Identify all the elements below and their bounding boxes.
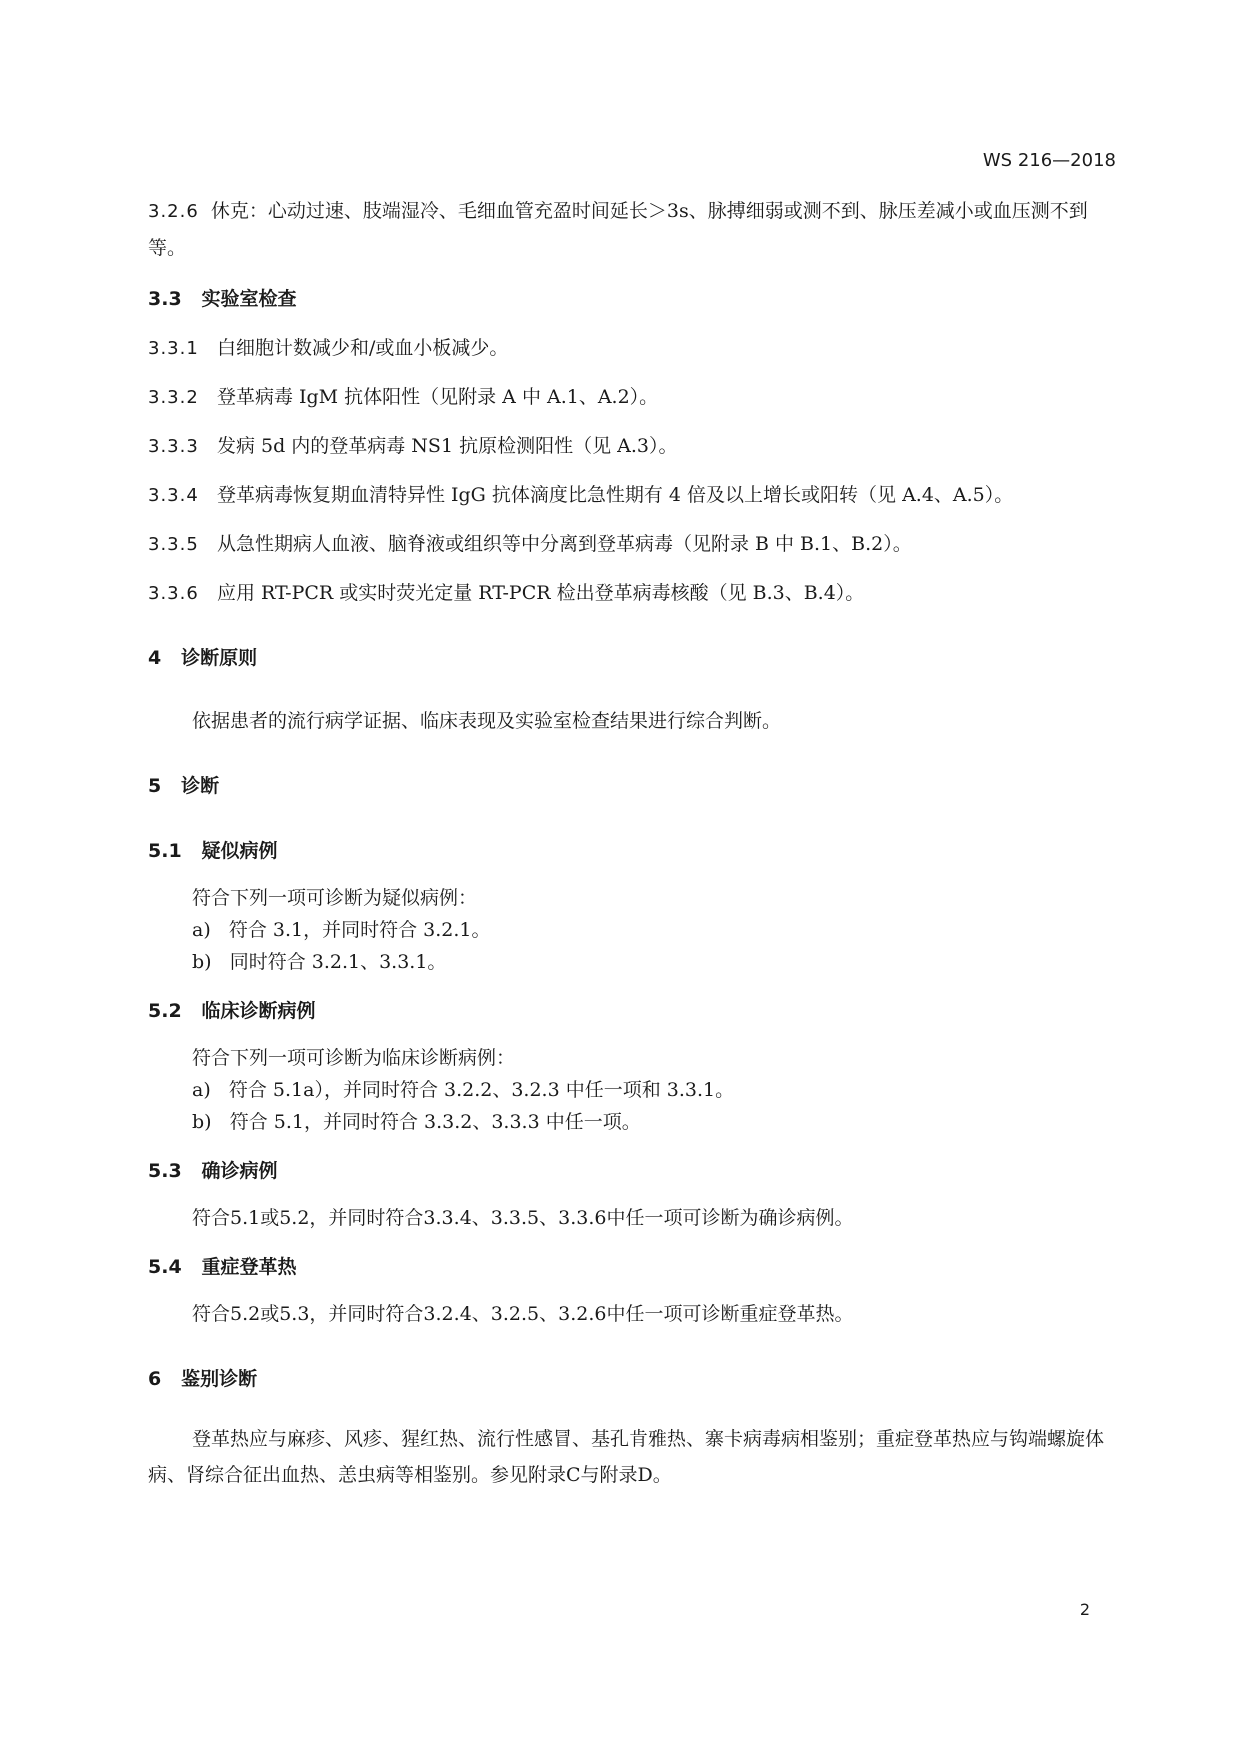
clause-number: 3.3.5 [148, 534, 199, 555]
clause-3-3-5 [148, 529, 912, 556]
list-text: 同时符合 3.2.1、3.3.1。 [229, 951, 447, 973]
clause-text: 休克：心动过速、肢端湿冷、毛细血管充盈时间延长＞3s、脉搏细弱或测不到、脉压差减小或血压测不到等。 [148, 200, 1088, 259]
list-item [192, 947, 446, 974]
clause-text: 白细胞计数减少和/或血小板减少。 [216, 337, 509, 359]
section-number: 5.2 [148, 1000, 182, 1022]
section-4-text: 依据患者的流行病学证据、临床表现及实验室检查结果进行综合判断。 [192, 710, 782, 732]
clause-3-3-2 [148, 382, 658, 409]
clause-text: 发病 5d 内的登革病毒 NS1 抗原检测阳性（见 A.3）。 [216, 435, 678, 457]
section-title: 实验室检查 [201, 288, 297, 310]
clause-3-3-3 [148, 431, 677, 458]
list-text: 符合 3.1，并同时符合 3.2.1。 [228, 919, 491, 941]
clause-text: 登革病毒恢复期血清特异性 IgG 抗体滴度比急性期有 4 倍及以上增长或阳转（见 A.4、A.5）。 [216, 484, 1014, 506]
clause-number: 3.3.2 [148, 387, 199, 408]
list-label: a) [192, 919, 211, 941]
section-number: 5.3 [148, 1160, 182, 1182]
list-label: b) [192, 951, 212, 973]
clause-number: 3.2.6 [148, 201, 199, 222]
section-5-1-intro: 符合下列一项可诊断为疑似病例： [192, 887, 478, 909]
section-number: 5.1 [148, 840, 182, 862]
clause-3-2-6 [148, 193, 1118, 266]
section-title: 鉴别诊断 [181, 1368, 258, 1390]
section-6-heading [148, 1364, 257, 1391]
section-title: 诊断 [181, 775, 220, 797]
section-5-3-text: 符合5.1或5.2，并同时符合3.3.4、3.3.5、3.3.6中任一项可诊断为确诊病例。 [192, 1207, 854, 1229]
list-label: b) [192, 1111, 212, 1133]
clause-text: 应用 RT-PCR 或实时荧光定量 RT-PCR 检出登革病毒核酸（见 B.3、B.4）。 [216, 582, 865, 604]
list-text: 符合 5.1，并同时符合 3.3.2、3.3.3 中任一项。 [229, 1111, 641, 1133]
section-number: 3.3 [148, 288, 182, 310]
clause-3-3-1 [148, 333, 508, 360]
section-5-4-heading [148, 1252, 297, 1279]
section-4-heading [148, 643, 257, 670]
section-number: 5 [148, 775, 162, 797]
section-title: 疑似病例 [201, 840, 278, 862]
list-item [192, 915, 491, 942]
section-number: 5.4 [148, 1256, 182, 1278]
section-number: 4 [148, 647, 162, 669]
clause-text: 登革病毒 IgM 抗体阳性（见附录 A 中 A.1、A.2）。 [216, 386, 659, 408]
clause-3-3-6 [148, 578, 864, 605]
list-item [192, 1107, 641, 1134]
section-number: 6 [148, 1368, 162, 1390]
clause-number: 3.3.1 [148, 338, 199, 359]
section-title: 确诊病例 [201, 1160, 278, 1182]
list-item [192, 1075, 734, 1102]
section-3-3-heading [148, 284, 297, 311]
clause-number: 3.3.6 [148, 583, 199, 604]
clause-3-3-4 [148, 480, 1013, 507]
list-text: 符合 5.1a），并同时符合 3.2.2、3.2.3 中任一项和 3.3.1。 [228, 1079, 735, 1101]
section-5-1-heading [148, 836, 278, 863]
section-5-4-text: 符合5.2或5.3，并同时符合3.2.4、3.2.5、3.2.6中任一项可诊断重症登革热。 [192, 1303, 854, 1325]
list-label: a) [192, 1079, 211, 1101]
section-5-2-heading [148, 996, 316, 1023]
section-title: 重症登革热 [201, 1256, 297, 1278]
clause-text: 从急性期病人血液、脑脊液或组织等中分离到登革病毒（见附录 B 中 B.1、B.2）。 [216, 533, 912, 555]
section-6-text: 登革热应与麻疹、风疹、猩红热、流行性感冒、基孔肯雅热、寨卡病毒病相鉴别；重症登革热应与钩端螺旋体病、肾综合征出血热、恙虫病等相鉴别。参见附录C与附录D。 [148, 1428, 1105, 1486]
section-5-3-heading [148, 1156, 278, 1183]
section-title: 临床诊断病例 [201, 1000, 316, 1022]
document-code: WS 216—2018 [982, 150, 1116, 171]
section-5-heading [148, 771, 219, 798]
clause-number: 3.3.3 [148, 436, 199, 457]
clause-number: 3.3.4 [148, 485, 199, 506]
page-number: 2 [1079, 1600, 1090, 1619]
section-5-2-intro: 符合下列一项可诊断为临床诊断病例： [192, 1047, 516, 1069]
section-title: 诊断原则 [181, 647, 258, 669]
